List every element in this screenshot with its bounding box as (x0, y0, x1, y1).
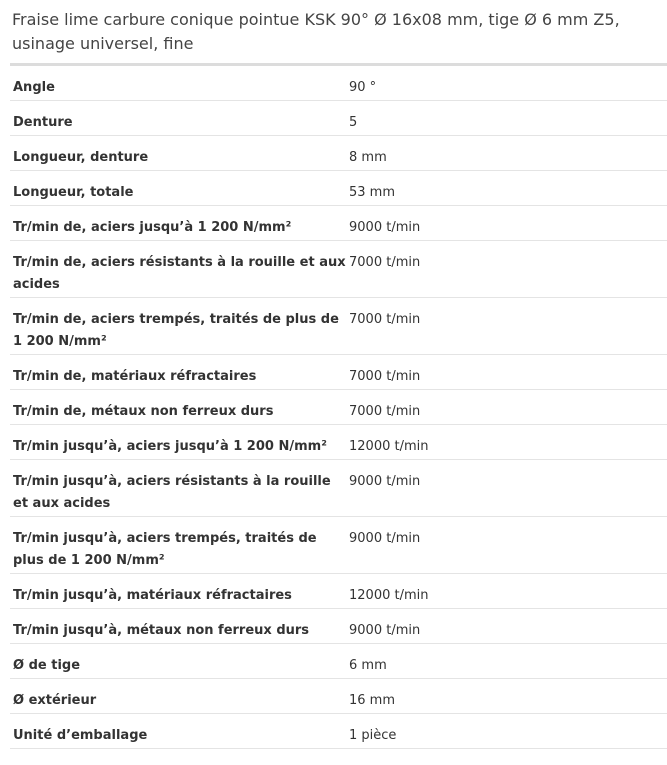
spec-row (10, 679, 667, 714)
spec-label: Tr/min de, aciers trempés, traités de plus de 1 200 N/mm² (13, 312, 339, 349)
spec-value: 1 pièce (349, 728, 397, 743)
spec-row (10, 609, 667, 644)
spec-row (10, 574, 667, 609)
spec-row (10, 101, 667, 136)
spec-value: 9000 t/min (349, 623, 421, 638)
spec-row (10, 241, 667, 298)
spec-label: Ø de tige (13, 658, 81, 673)
spec-row (10, 206, 667, 241)
spec-label: Tr/min de, aciers résistants à la rouille et aux acides (13, 255, 346, 292)
spec-value: 7000 t/min (349, 404, 421, 419)
spec-row (10, 355, 667, 390)
spec-value: 90 ° (349, 80, 377, 95)
spec-label: Angle (13, 80, 55, 95)
spec-row (10, 298, 667, 355)
spec-label: Unité d’emballage (13, 728, 148, 743)
spec-value: 12000 t/min (349, 439, 429, 454)
spec-row (10, 460, 667, 517)
spec-value: 16 mm (349, 693, 396, 708)
spec-value: 53 mm (349, 185, 396, 200)
spec-value: 12000 t/min (349, 588, 429, 603)
spec-value: 6 mm (349, 658, 387, 673)
spec-row (10, 136, 667, 171)
spec-label: Longueur, denture (13, 150, 149, 165)
spec-label: Tr/min de, aciers jusqu’à 1 200 N/mm² (13, 220, 292, 235)
spec-row (10, 644, 667, 679)
spec-row (10, 66, 667, 101)
spec-label: Tr/min de, matériaux réfractaires (13, 369, 257, 384)
spec-row (10, 425, 667, 460)
spec-value: 7000 t/min (349, 255, 421, 270)
spec-row (10, 517, 667, 574)
spec-label: Tr/min jusqu’à, matériaux réfractaires (13, 588, 292, 603)
spec-label: Tr/min jusqu’à, aciers trempés, traités de plus de 1 200 N/mm² (13, 531, 317, 568)
spec-label: Tr/min jusqu’à, métaux non ferreux durs (13, 623, 310, 638)
spec-row (10, 714, 667, 749)
spec-value: 7000 t/min (349, 312, 421, 327)
spec-value: 9000 t/min (349, 220, 421, 235)
product-title: Fraise lime carbure conique pointue KSK 90° Ø 16x08 mm, tige Ø 6 mm Z5, usinage universel, fine (12, 10, 620, 53)
spec-value: 7000 t/min (349, 369, 421, 384)
spec-row (10, 171, 667, 206)
spec-label: Tr/min jusqu’à, aciers résistants à la rouille et aux acides (13, 474, 331, 511)
spec-value: 8 mm (349, 150, 387, 165)
spec-label: Tr/min de, métaux non ferreux durs (13, 404, 274, 419)
spec-value: 5 (349, 115, 358, 130)
spec-label: Tr/min jusqu’à, aciers jusqu’à 1 200 N/mm² (13, 439, 327, 454)
spec-value: 9000 t/min (349, 474, 421, 489)
spec-label: Longueur, totale (13, 185, 134, 200)
spec-label: Denture (13, 115, 73, 130)
spec-row (10, 390, 667, 425)
spec-value: 9000 t/min (349, 531, 421, 546)
spec-table (10, 63, 667, 749)
spec-label: Ø extérieur (13, 693, 97, 708)
